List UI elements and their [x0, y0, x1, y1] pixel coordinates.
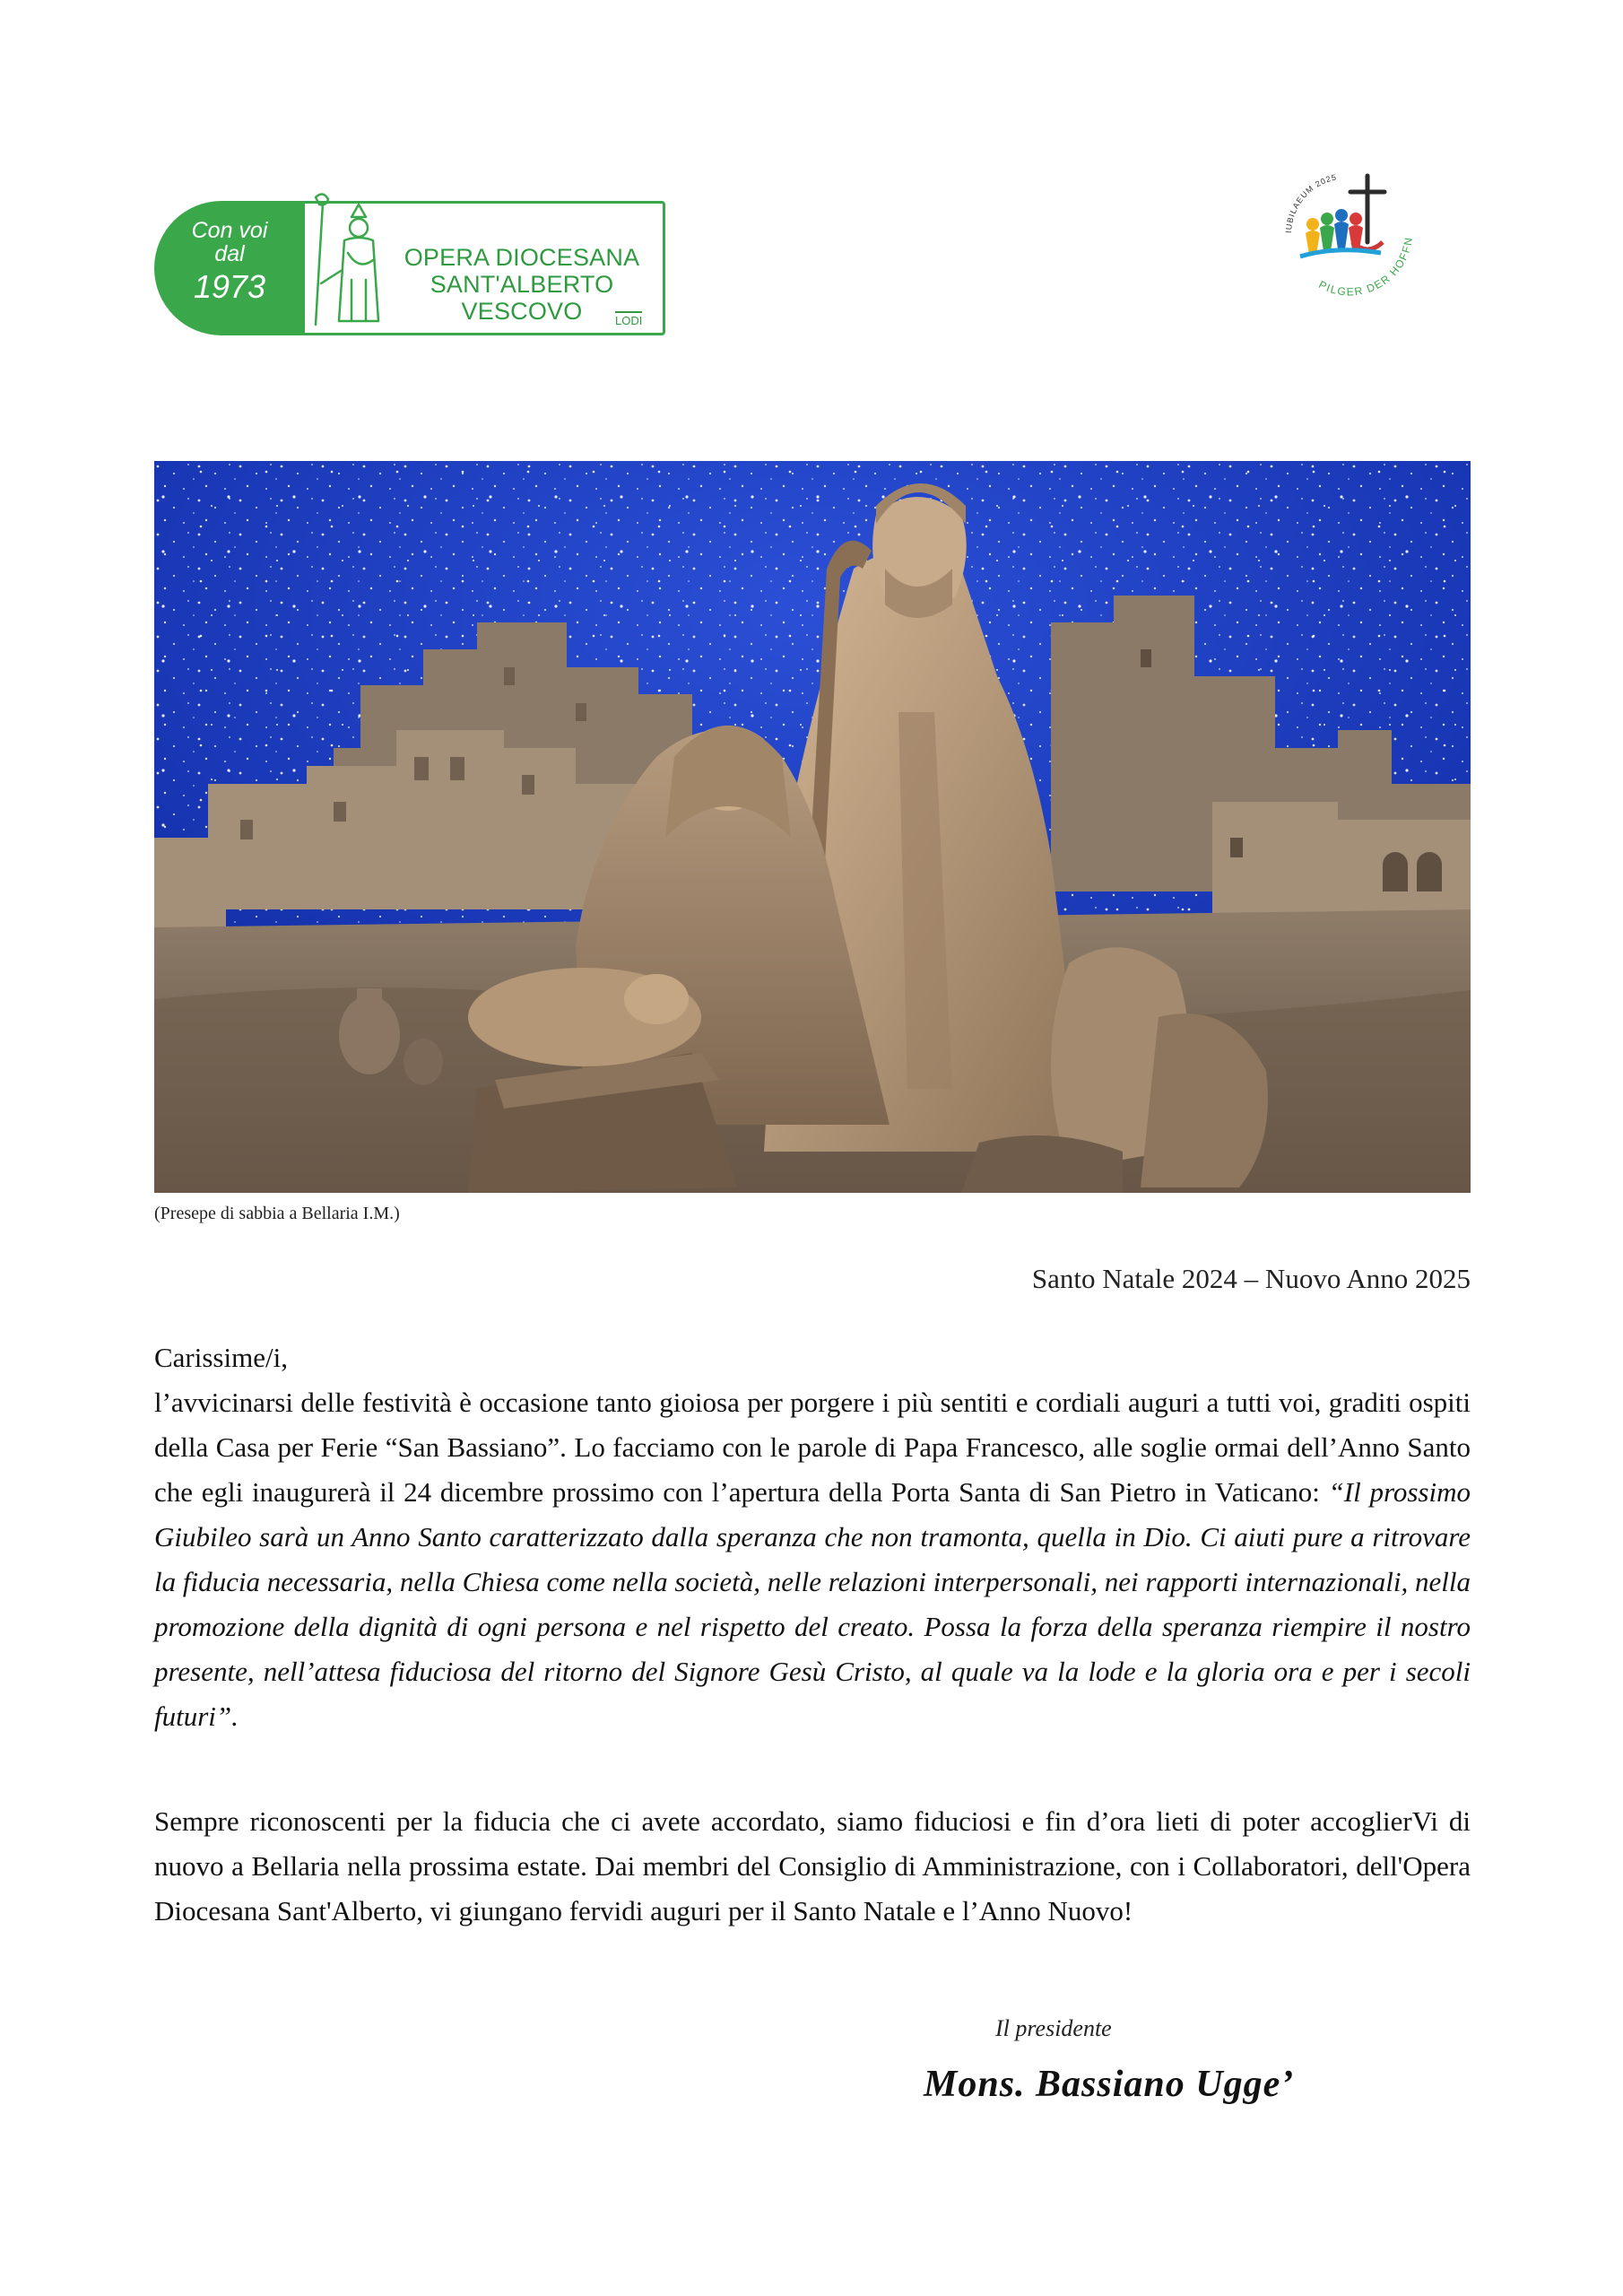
photo-caption: (Presepe di sabbia a Bellaria I.M.)	[154, 1204, 400, 1223]
dateline: Santo Natale 2024 – Nuovo Anno 2025	[1031, 1263, 1471, 1294]
signature-role: Il presidente	[995, 2015, 1112, 2041]
greeting: Carissime/i,	[154, 1342, 288, 1373]
signature-name: Mons. Bassiano Ugge’	[924, 2064, 1295, 2105]
logo-badge-line1: Con voi	[191, 218, 268, 243]
pope-quote: “Il prossimo Giubileo sarà un Anno Santo caratterizzato dalla speranza che non tramonta, quella in Dio. Ci aiuti pure a ritrovare la fiducia necessaria, nella Chiesa come nella società, nelle relazioni interpersonali, nei rapporti internazionali, nella promozione della dignità di ogni persona e nel rispetto del creato. Possa la forza della speranza riempire il nostro presente, nell’attesa fiduciosa del ritorno del Signore Gesù Cristo, al quale va la lode e la gloria ora e per i secoli futuri”.	[154, 1476, 1471, 1732]
logo-badge-year: 1973	[193, 267, 266, 305]
logo-title-line1: OPERA DIOCESANA	[404, 244, 640, 271]
logo-badge-line2: dal	[214, 241, 245, 267]
svg-text:PILGER DER HOFFNUNG	[1255, 99, 1415, 298]
jubilee-logo-icon	[1255, 99, 1435, 341]
bishop-figure-icon	[289, 190, 387, 334]
logo-city: LODI	[615, 311, 642, 327]
paragraph-1-intro: l’avvicinarsi delle festività è occasione tanto gioiosa per porgere i più sentiti e cordiali auguri a tutti voi, graditi ospiti della Casa per Ferie “San Bassiano”. Lo facciamo con le parole di Papa Francesco, alle soglie ormai dell’Anno Santo che egli inaugurerà il 24 dicembre prossimo con l’apertura della Porta Santa di San Pietro in Vaticano:	[154, 1387, 1471, 1508]
logo-title-line2: SANT'ALBERTO VESCOVO	[430, 271, 614, 326]
nativity-sand-sculpture-photo	[154, 461, 1471, 1193]
jubilee-2025-logo	[1255, 99, 1435, 341]
jubilee-ring-top: IUBILAEUM 2025	[1283, 172, 1338, 234]
opera-diocesana-logo	[154, 190, 674, 334]
paragraph-2: Sempre riconoscenti per la fiducia che ci avete accordato, siamo fiduciosi e fin d’ora lieti di poter accoglierVi di nuovo a Bellaria nella prossima estate. Dai membri del Consiglio di Amministrazione, con i Collaboratori, dell'Opera Diocesana Sant'Alberto, vi giungano fervidi auguri per il Santo Natale e l’Anno Nuovo!	[154, 1805, 1471, 1926]
paragraph-1	[154, 1380, 1471, 1739]
nativity-photo-illustration	[154, 461, 1471, 1193]
jubilee-ring-bottom: PILGER DER HOFFN	[1316, 235, 1415, 299]
logo-badge	[154, 201, 305, 335]
